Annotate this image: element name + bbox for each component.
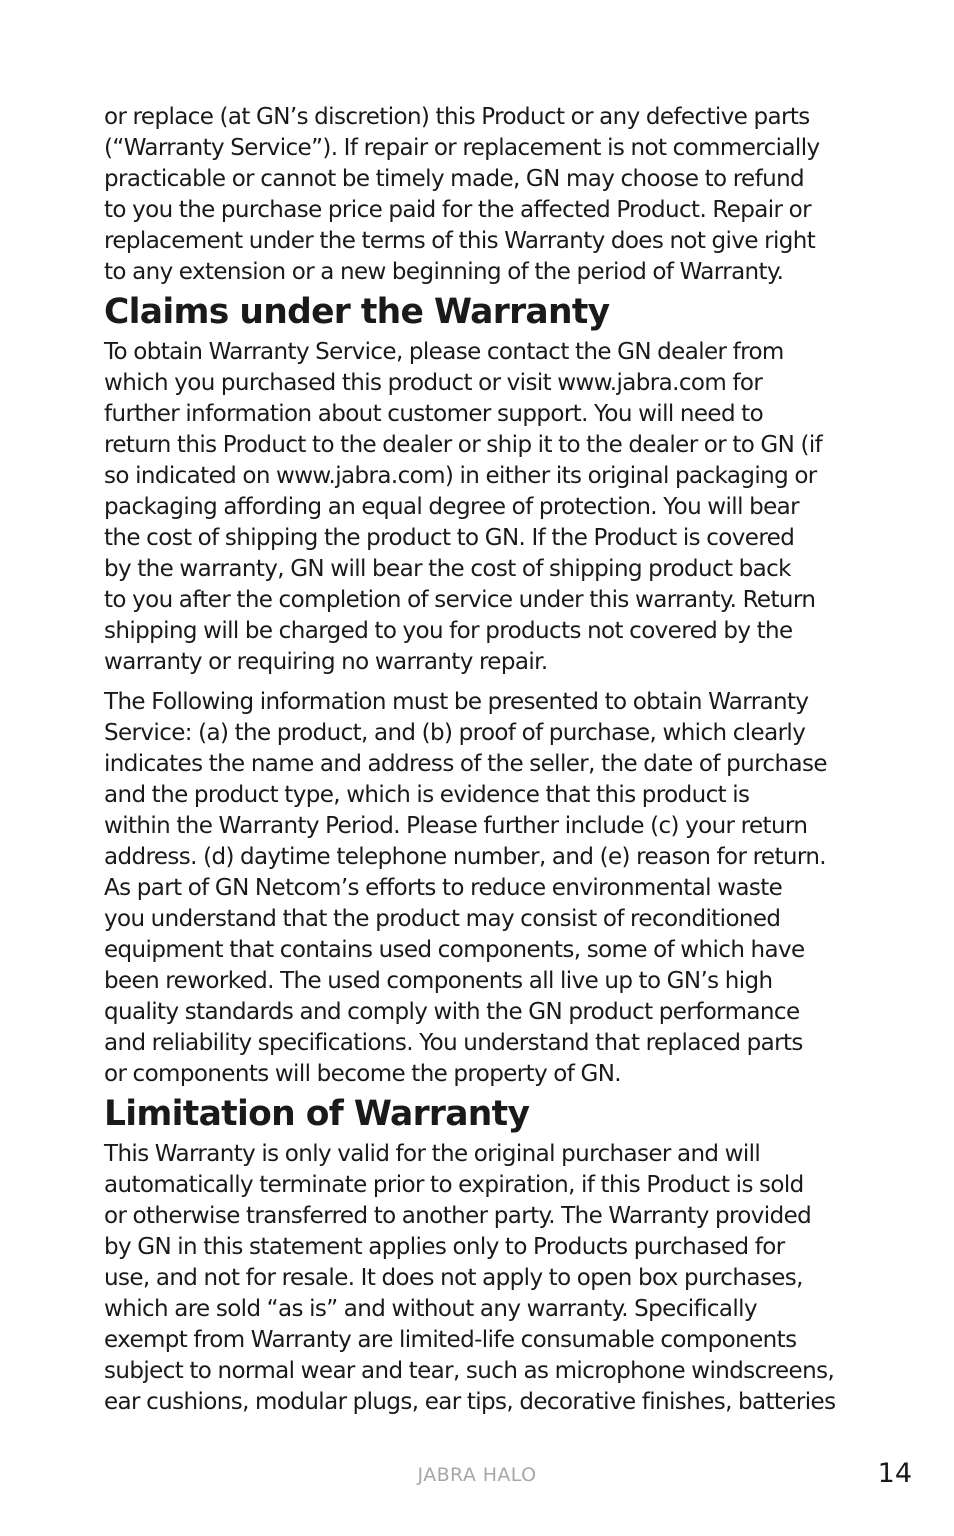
section-heading-claims: Claims under the Warranty bbox=[104, 292, 610, 332]
text-line: to you after the completion of service under this warranty. Return bbox=[104, 587, 816, 613]
text-line: automatically terminate prior to expiration, if this Product is sold bbox=[104, 1172, 804, 1198]
section-heading-limitation: Limitation of Warranty bbox=[104, 1094, 530, 1134]
text-line: shipping will be charged to you for products not covered by the bbox=[104, 618, 793, 644]
paragraph-warranty-service bbox=[104, 102, 864, 288]
text-line: quality standards and comply with the GN product performance bbox=[104, 999, 800, 1025]
text-line: replacement under the terms of this Warranty does not give right bbox=[104, 228, 816, 254]
text-line: so indicated on www.jabra.com) in either its original packaging or bbox=[104, 463, 817, 489]
paragraph-required-information bbox=[104, 687, 864, 1090]
document-body bbox=[104, 102, 864, 1427]
text-line: packaging affording an equal degree of protection. You will bear bbox=[104, 494, 799, 520]
text-line: within the Warranty Period. Please further include (c) your return bbox=[104, 813, 808, 839]
text-line: (“Warranty Service”). If repair or replacement is not commercially bbox=[104, 135, 820, 161]
text-line: which are sold “as is” and without any warranty. Specifically bbox=[104, 1296, 757, 1322]
text-line: by the warranty, GN will bear the cost of shipping product back bbox=[104, 556, 791, 582]
text-line: and reliability specifications. You understand that replaced parts bbox=[104, 1030, 803, 1056]
text-line: return this Product to the dealer or ship it to the dealer or to GN (if bbox=[104, 432, 823, 458]
text-line: which you purchased this product or visit www.jabra.com for bbox=[104, 370, 763, 396]
text-line: The Following information must be presented to obtain Warranty bbox=[104, 689, 809, 715]
text-line: To obtain Warranty Service, please contact the GN dealer from bbox=[104, 339, 784, 365]
text-line: by GN in this statement applies only to Products purchased for bbox=[104, 1234, 785, 1260]
text-line: or replace (at GN’s discretion) this Product or any defective parts bbox=[104, 104, 810, 130]
text-line: been reworked. The used components all live up to GN’s high bbox=[104, 968, 773, 994]
text-line: ear cushions, modular plugs, ear tips, decorative finishes, batteries bbox=[104, 1389, 836, 1415]
text-line: use, and not for resale. It does not apply to open box purchases, bbox=[104, 1265, 803, 1291]
paragraph-limitation bbox=[104, 1139, 864, 1418]
footer-product-title: JABRA HALO bbox=[417, 1464, 537, 1486]
text-line: Service: (a) the product, and (b) proof of purchase, which clearly bbox=[104, 720, 806, 746]
text-line: exempt from Warranty are limited-life consumable components bbox=[104, 1327, 797, 1353]
paragraph-claims bbox=[104, 337, 864, 678]
text-line: to any extension or a new beginning of the period of Warranty. bbox=[104, 259, 784, 285]
text-line: As part of GN Netcom’s efforts to reduce environmental waste bbox=[104, 875, 783, 901]
text-line: indicates the name and address of the seller, the date of purchase bbox=[104, 751, 827, 777]
text-line: or components will become the property of GN. bbox=[104, 1061, 622, 1087]
text-line: equipment that contains used components, some of which have bbox=[104, 937, 805, 963]
text-line: and the product type, which is evidence that this product is bbox=[104, 782, 750, 808]
text-line: subject to normal wear and tear, such as microphone windscreens, bbox=[104, 1358, 835, 1384]
text-line: you understand that the product may consist of reconditioned bbox=[104, 906, 781, 932]
text-line: practicable or cannot be timely made, GN may choose to refund bbox=[104, 166, 805, 192]
text-line: further information about customer support. You will need to bbox=[104, 401, 764, 427]
text-line: or otherwise transferred to another party. The Warranty provided bbox=[104, 1203, 812, 1229]
text-line: address. (d) daytime telephone number, and (e) reason for return. bbox=[104, 844, 827, 870]
text-line: warranty or requiring no warranty repair. bbox=[104, 649, 548, 675]
text-line: to you the purchase price paid for the affected Product. Repair or bbox=[104, 197, 811, 223]
page-number: 14 bbox=[877, 1458, 912, 1489]
text-line: This Warranty is only valid for the original purchaser and will bbox=[104, 1141, 761, 1167]
text-line: the cost of shipping the product to GN. If the Product is covered bbox=[104, 525, 795, 551]
